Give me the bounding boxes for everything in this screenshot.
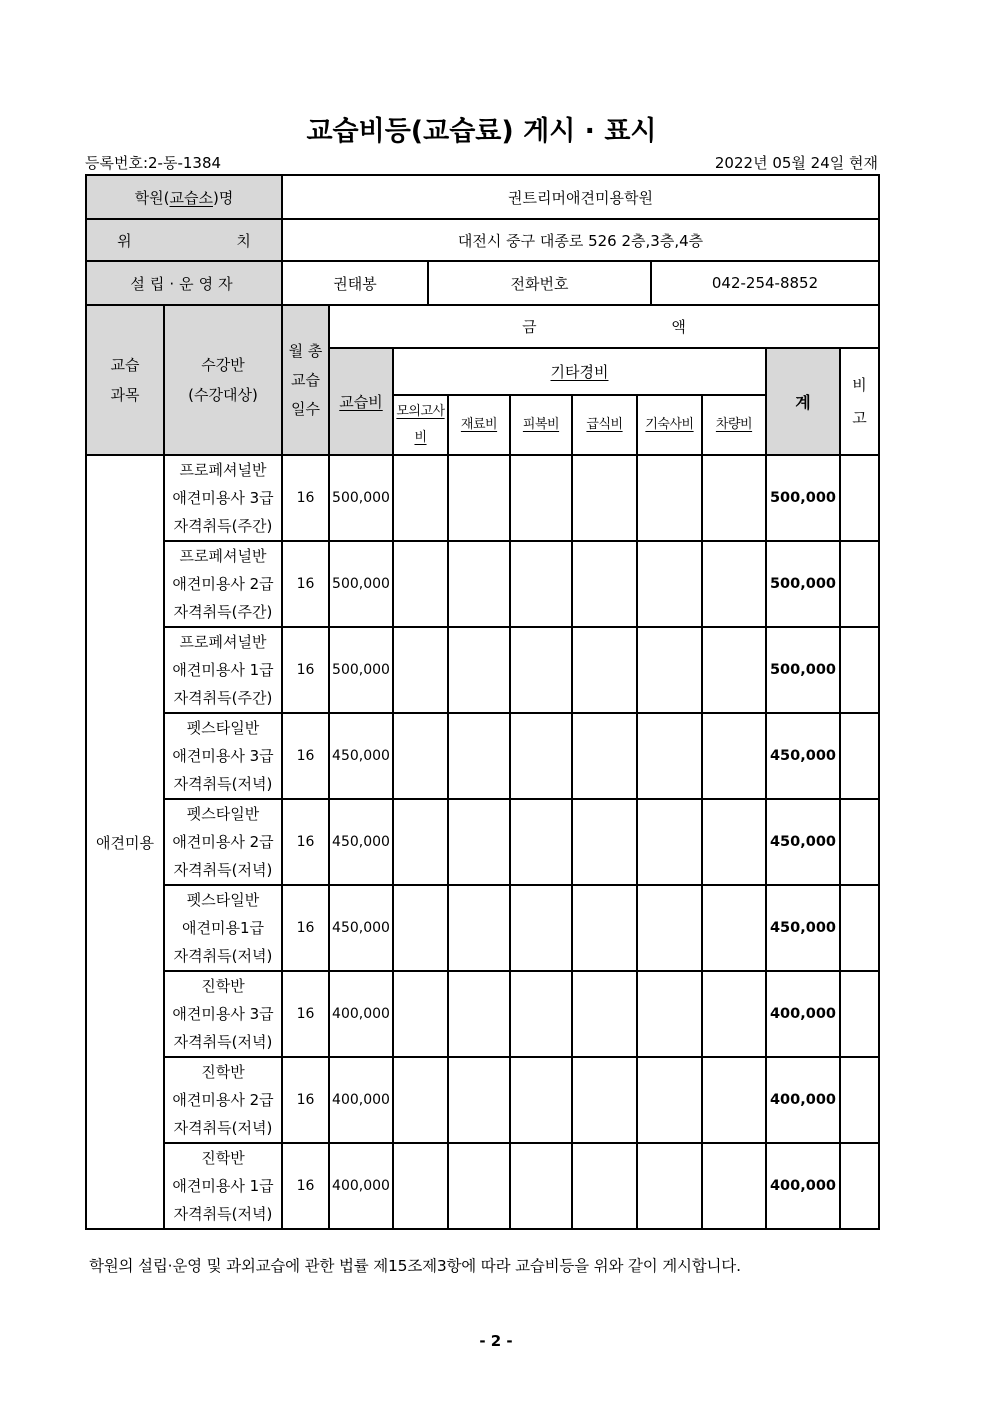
etc-cell: [572, 541, 637, 627]
days-cell: 16: [282, 1143, 329, 1229]
days-cell: 16: [282, 1057, 329, 1143]
header-etc-col-dormitory: 기숙사비: [637, 395, 702, 455]
etc-cell: [637, 627, 702, 713]
tuition-cell: 500,000: [329, 627, 393, 713]
phone-label: 전화번호: [428, 261, 651, 305]
etc-cell: [572, 885, 637, 971]
days-cell: 16: [282, 799, 329, 885]
total-cell: 500,000: [766, 455, 840, 541]
class-name-cell: 펫스타일반 애견미용사 3급 자격취득(저녁): [164, 713, 282, 799]
tuition-cell: 400,000: [329, 1057, 393, 1143]
etc-cell: [510, 1143, 572, 1229]
days-cell: 16: [282, 455, 329, 541]
header-etc-col-meals: 급식비: [572, 395, 637, 455]
note-cell: [840, 541, 879, 627]
etc-cell: [448, 1057, 510, 1143]
class-name-cell: 펫스타일반 애견미용1급 자격취득(저녁): [164, 885, 282, 971]
info-table: [85, 174, 880, 306]
table-row: [86, 885, 879, 971]
total-cell: 400,000: [766, 1057, 840, 1143]
note-cell: [840, 799, 879, 885]
meta-row: [85, 153, 878, 173]
etc-cell: [572, 799, 637, 885]
header-etc-col-mock-exam: 모의고사 비: [393, 395, 448, 455]
etc-cell: [510, 713, 572, 799]
class-name-cell: 진학반 애견미용사 1급 자격취득(저녁): [164, 1143, 282, 1229]
etc-cell: [637, 541, 702, 627]
class-name-cell: 프로페셔널반 애견미용사 3급 자격취득(주간): [164, 455, 282, 541]
etc-cell: [637, 1057, 702, 1143]
note-cell: [840, 971, 879, 1057]
header-amount: 금 액: [329, 305, 879, 348]
tuition-cell: 450,000: [329, 799, 393, 885]
etc-cell: [510, 455, 572, 541]
academy-name-label: 학원(교습소)명: [86, 175, 282, 219]
page-title: 교습비등(교습료) 게시 · 표시: [306, 116, 657, 147]
footer-note: 학원의 설립·운영 및 과외교습에 관한 법률 제15조제3항에 따라 교습비등을 위와 같이 게시합니다.: [89, 1257, 741, 1275]
academy-name-row: [86, 175, 879, 219]
header-etc-col-clothing: 피복비: [510, 395, 572, 455]
header-subject: 교습 과목: [86, 305, 164, 455]
etc-cell: [393, 627, 448, 713]
location-label: 위 치: [86, 219, 282, 261]
page-number: - 2 -: [479, 1332, 513, 1350]
founder-row: [86, 261, 879, 305]
etc-cell: [510, 799, 572, 885]
note-cell: [840, 1143, 879, 1229]
etc-cell: [448, 1143, 510, 1229]
etc-cell: [637, 885, 702, 971]
note-cell: [840, 885, 879, 971]
total-cell: 450,000: [766, 885, 840, 971]
total-cell: 500,000: [766, 627, 840, 713]
etc-cell: [572, 455, 637, 541]
etc-cell: [637, 971, 702, 1057]
etc-cell: [572, 627, 637, 713]
note-cell: [840, 455, 879, 541]
etc-cell: [702, 971, 766, 1057]
header-other-expenses: 기타경비: [393, 348, 766, 395]
total-cell: 400,000: [766, 971, 840, 1057]
header-days: 월 총 교습 일수: [282, 305, 329, 455]
etc-cell: [702, 799, 766, 885]
registration-number: 등록번호:2-동-1384: [85, 154, 222, 172]
days-cell: 16: [282, 541, 329, 627]
etc-cell: [702, 1143, 766, 1229]
etc-cell: [702, 1057, 766, 1143]
total-cell: 400,000: [766, 1143, 840, 1229]
phone-number: 042-254-8852: [651, 261, 879, 305]
table-row: [86, 799, 879, 885]
etc-cell: [448, 799, 510, 885]
etc-cell: [393, 799, 448, 885]
header-tuition: 교습비: [329, 348, 393, 455]
etc-cell: [510, 541, 572, 627]
etc-cell: [702, 541, 766, 627]
table-row: [86, 455, 879, 541]
tuition-cell: 450,000: [329, 885, 393, 971]
table-row: [86, 713, 879, 799]
header-class: 수강반 (수강대상): [164, 305, 282, 455]
table-row: [86, 971, 879, 1057]
etc-cell: [572, 1057, 637, 1143]
header-note: 비 고: [840, 348, 879, 455]
header-total: 계: [766, 348, 840, 455]
total-cell: 450,000: [766, 713, 840, 799]
days-cell: 16: [282, 627, 329, 713]
etc-cell: [448, 885, 510, 971]
etc-cell: [448, 455, 510, 541]
tuition-cell: 400,000: [329, 1143, 393, 1229]
note-cell: [840, 713, 879, 799]
tuition-cell: 500,000: [329, 541, 393, 627]
academy-name-value: 권트리머애견미용학원: [282, 175, 879, 219]
etc-cell: [448, 627, 510, 713]
etc-cell: [393, 713, 448, 799]
header-etc-col-materials: 재료비: [448, 395, 510, 455]
etc-cell: [637, 799, 702, 885]
days-cell: 16: [282, 885, 329, 971]
etc-cell: [637, 713, 702, 799]
etc-cell: [702, 455, 766, 541]
table-row: [86, 1143, 879, 1229]
etc-cell: [572, 713, 637, 799]
founder-name: 권태봉: [282, 261, 428, 305]
etc-cell: [637, 455, 702, 541]
etc-cell: [393, 1057, 448, 1143]
tuition-cell: 400,000: [329, 971, 393, 1057]
class-name-cell: 프로페셔널반 애견미용사 2급 자격취득(주간): [164, 541, 282, 627]
class-name-cell: 진학반 애견미용사 3급 자격취득(저녁): [164, 971, 282, 1057]
etc-cell: [702, 885, 766, 971]
note-cell: [840, 627, 879, 713]
class-name-cell: 펫스타일반 애견미용사 2급 자격취득(저녁): [164, 799, 282, 885]
etc-cell: [702, 627, 766, 713]
tuition-cell: 500,000: [329, 455, 393, 541]
etc-cell: [510, 885, 572, 971]
etc-cell: [510, 971, 572, 1057]
days-cell: 16: [282, 971, 329, 1057]
subject-cell: 애견미용: [86, 455, 164, 1229]
total-cell: 450,000: [766, 799, 840, 885]
etc-cell: [510, 627, 572, 713]
etc-cell: [393, 1143, 448, 1229]
current-date: 2022년 05월 24일 현재: [714, 154, 878, 172]
header-etc-col-vehicle: 차량비: [702, 395, 766, 455]
founder-label: 설립·운영자: [86, 261, 282, 305]
days-cell: 16: [282, 713, 329, 799]
fee-table: [85, 304, 880, 1230]
tuition-cell: 450,000: [329, 713, 393, 799]
location-row: [86, 219, 879, 261]
etc-cell: [393, 455, 448, 541]
etc-cell: [702, 713, 766, 799]
etc-cell: [393, 971, 448, 1057]
etc-cell: [448, 713, 510, 799]
location-value: 대전시 중구 대종로 526 2층,3층,4층: [282, 219, 879, 261]
class-name-cell: 프로페셔널반 애견미용사 1급 자격취득(주간): [164, 627, 282, 713]
etc-cell: [448, 971, 510, 1057]
notice-document: [85, 116, 878, 1276]
table-row: [86, 1057, 879, 1143]
class-name-cell: 진학반 애견미용사 2급 자격취득(저녁): [164, 1057, 282, 1143]
etc-cell: [572, 971, 637, 1057]
etc-cell: [393, 541, 448, 627]
etc-cell: [572, 1143, 637, 1229]
total-cell: 500,000: [766, 541, 840, 627]
note-cell: [840, 1057, 879, 1143]
etc-cell: [448, 541, 510, 627]
table-row: [86, 541, 879, 627]
header-row-amount: [86, 305, 879, 348]
etc-cell: [393, 885, 448, 971]
etc-cell: [510, 1057, 572, 1143]
etc-cell: [637, 1143, 702, 1229]
table-row: [86, 627, 879, 713]
